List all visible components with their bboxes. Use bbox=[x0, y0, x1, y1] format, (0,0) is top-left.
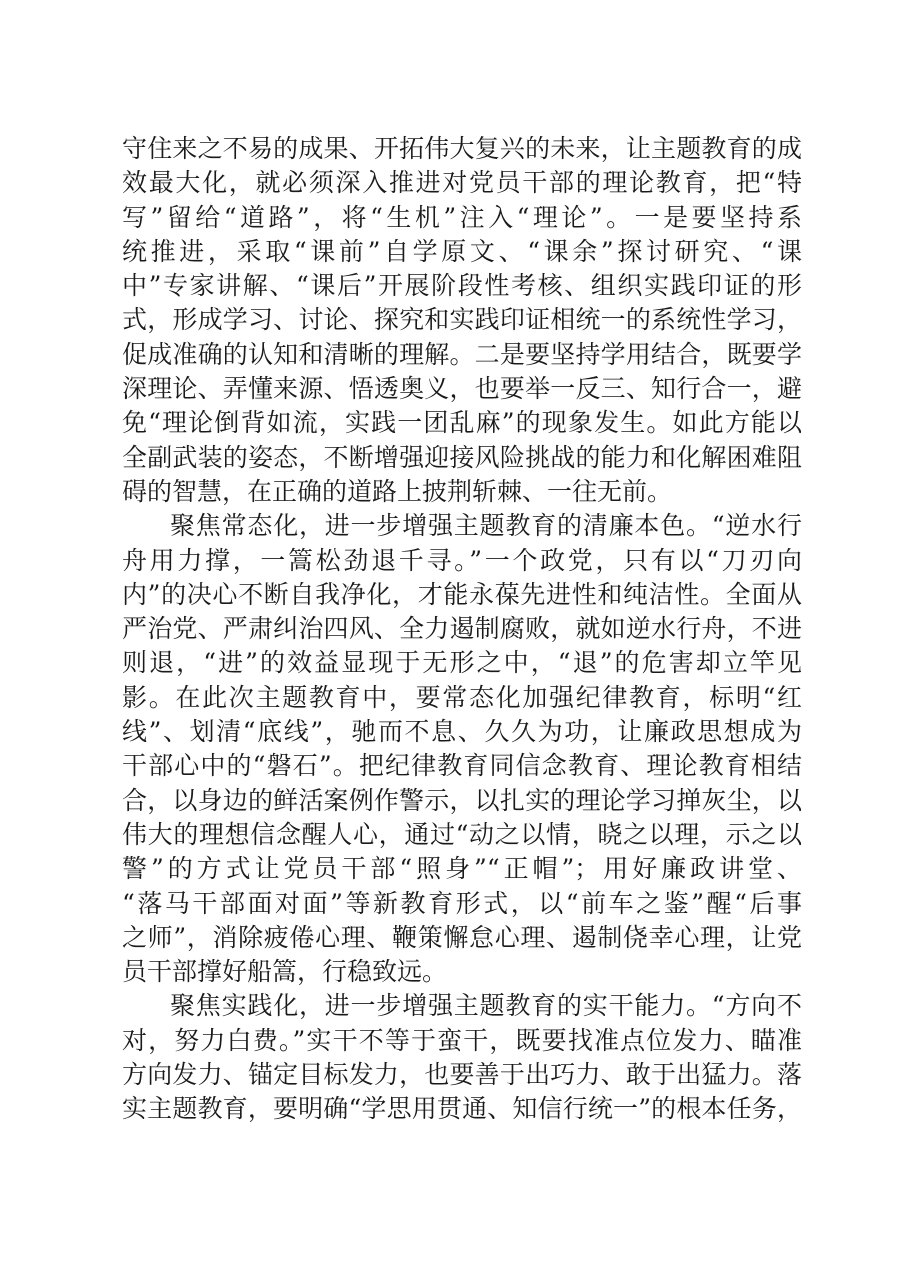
body-text bbox=[122, 132, 802, 1127]
text-line: 效最大化，就必须深入推进对党员干部的理论教育，把“特 bbox=[122, 168, 802, 198]
text-line: 则退，“进”的效益显现于无形之中，“退”的危害却立竿见 bbox=[122, 648, 802, 678]
text-line: 线”、划清“底线”，驰而不息、久久为功，让廉政思想成为 bbox=[122, 717, 802, 747]
text-line: 中”专家讲解、“课后”开展阶段性考核、组织实践印证的形 bbox=[122, 271, 802, 301]
text-line: 舟用力撑，一篙松劲退千寻。”一个政党，只有以“刀刃向 bbox=[122, 545, 802, 575]
text-line: 方向发力、锚定目标发力，也要善于出巧力、敢于出猛力。落 bbox=[122, 1060, 802, 1090]
paragraph-start-line: 聚焦实践化，进一步增强主题教育的实干能力。“方向不 bbox=[170, 991, 802, 1021]
text-line: “落马干部面对面”等新教育形式，以“前车之鉴”醒“后事 bbox=[122, 888, 802, 918]
text-line: 伟大的理想信念醒人心，通过“动之以情，晓之以理，示之以 bbox=[122, 819, 802, 849]
text-line: 实主题教育，要明确“学思用贯通、知信行统一”的根本任务， bbox=[122, 1094, 802, 1124]
text-line: 碍的智慧，在正确的道路上披荆斩棘、一往无前。 bbox=[122, 476, 673, 506]
text-line: 守住来之不易的成果、开拓伟大复兴的未来，让主题教育的成 bbox=[122, 134, 802, 163]
text-line: 免“理论倒背如流，实践一团乱麻”的现象发生。如此方能以 bbox=[122, 408, 802, 438]
text-line: 式，形成学习、讨论、探究和实践印证相统一的系统性学习， bbox=[122, 305, 802, 335]
text-line: 合，以身边的鲜活案例作警示，以扎实的理论学习掸灰尘，以 bbox=[122, 785, 802, 815]
text-line: 员干部撑好船篙，行稳致远。 bbox=[122, 957, 448, 987]
text-line: 统推进，采取“课前”自学原文、“课余”探讨研究、“课 bbox=[122, 236, 802, 266]
text-line: 全副武装的姿态，不断增强迎接风险挑战的能力和化解困难阻 bbox=[122, 442, 802, 472]
text-line: 写”留给“道路”，将“生机”注入“理论”。一是要坚持系 bbox=[122, 202, 802, 232]
text-line: 严治党、严肃纠治四风、全力遏制腐败，就如逆水行舟，不进 bbox=[122, 614, 802, 644]
paragraph-start-line: 聚焦常态化，进一步增强主题教育的清廉本色。“逆水行 bbox=[170, 511, 802, 541]
text-line: 之师”，消除疲倦心理、鞭策懈怠心理、遏制侥幸心理，让党 bbox=[122, 922, 802, 952]
text-line: 干部心中的“磐石”。把纪律教育同信念教育、理论教育相结 bbox=[122, 751, 802, 781]
text-line: 深理论、弄懂来源、悟透奥义，也要举一反三、知行合一，避 bbox=[122, 374, 802, 404]
text-line: 对，努力白费。”实干不等于蛮干，既要找准点位发力、瞄准 bbox=[122, 1025, 802, 1055]
text-line: 警”的方式让党员干部“照身”“正帽”；用好廉政讲堂、 bbox=[122, 854, 802, 884]
text-line: 促成准确的认知和清晰的理解。二是要坚持学用结合，既要学 bbox=[122, 339, 802, 369]
text-line: 内”的决心不断自我净化，才能永葆先进性和纯洁性。全面从 bbox=[122, 579, 802, 609]
text-line: 影。在此次主题教育中，要常态化加强纪律教育，标明“红 bbox=[122, 682, 802, 712]
